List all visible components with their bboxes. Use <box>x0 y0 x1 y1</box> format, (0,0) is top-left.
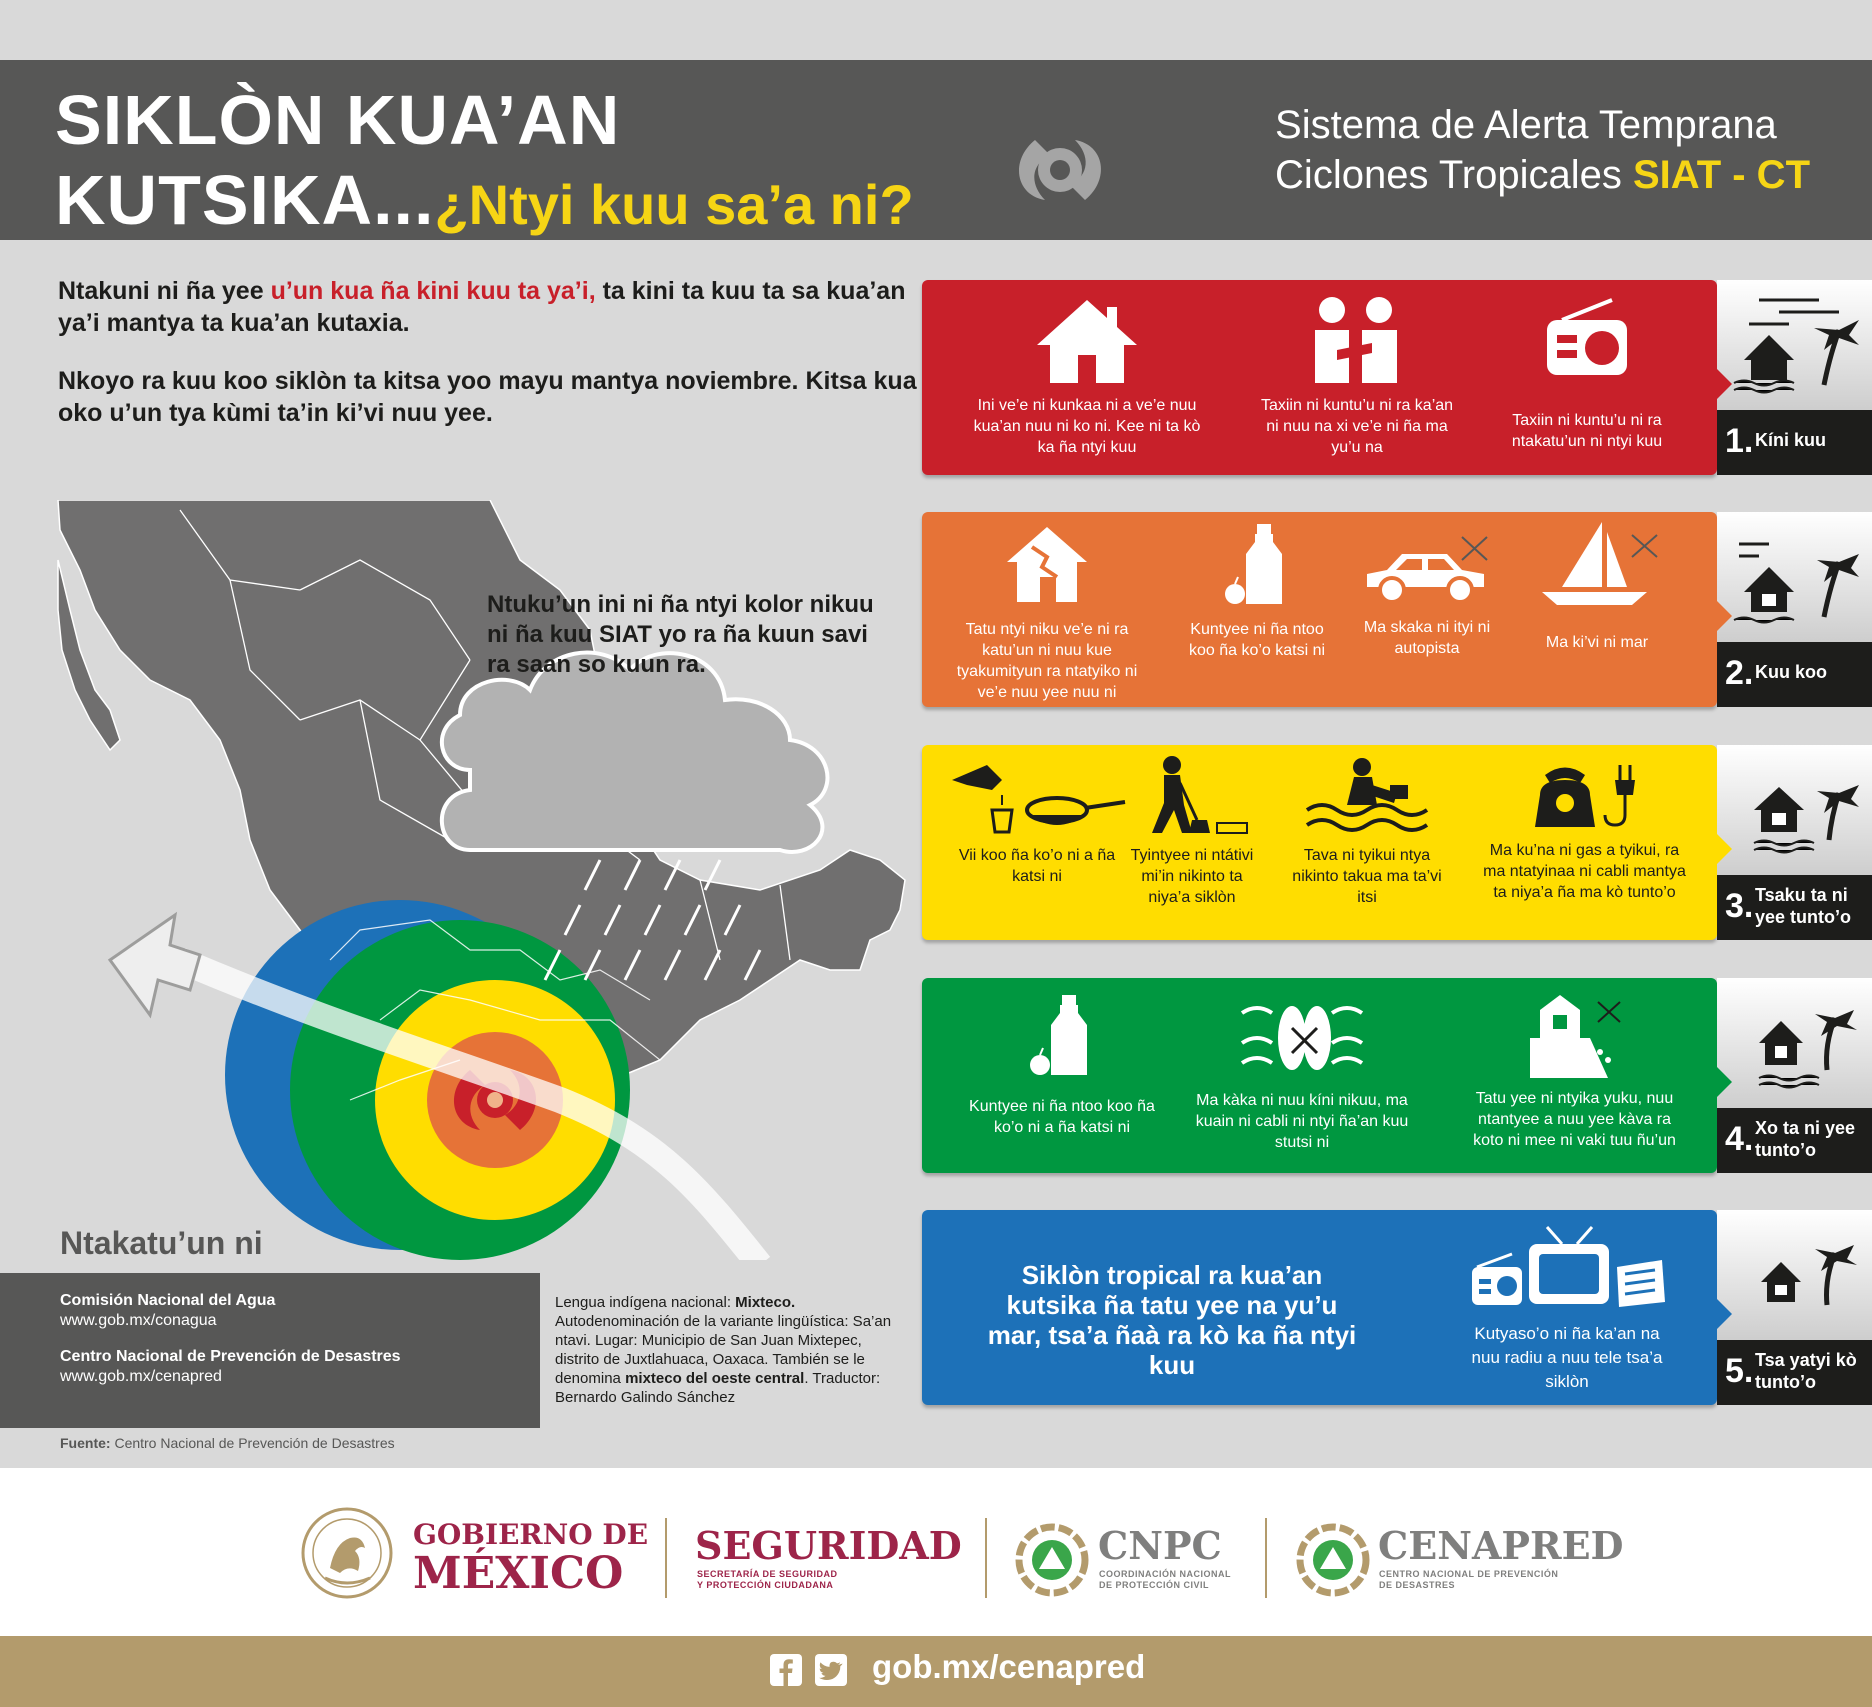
yellow-item-2 <box>1122 755 1262 908</box>
collapsed-house-icon <box>1520 990 1630 1080</box>
red-item-1 <box>967 295 1207 458</box>
alert-panel-blue <box>922 1210 1717 1405</box>
alert-label-2: Kuu koo <box>1755 662 1827 682</box>
intro-p1-highlight: u’un kua ña kini kuu ta ya’i, <box>270 277 596 305</box>
source-url-1[interactable]: www.gob.mx/conagua <box>60 1312 217 1329</box>
green-item-3 <box>1467 990 1682 1151</box>
seguridad-sub1: SECRETARÍA DE SEGURIDAD <box>697 1569 838 1579</box>
storm-house-icon <box>1729 290 1861 395</box>
windy-house-icon <box>1729 522 1861 627</box>
orange-item-4 <box>1522 517 1672 653</box>
orange-item-4-text: Ma ki’vi ni mar <box>1545 634 1649 651</box>
radio-tv-newspaper-icon <box>1467 1222 1667 1312</box>
cnpc-logo-icon <box>1015 1523 1090 1598</box>
alert-number-5: 5. <box>1725 1352 1754 1390</box>
title-line1: SIKLÒN KUA’AN <box>55 81 621 159</box>
boil-water-icon <box>947 760 1127 835</box>
yellow-item-3-text: Tava ni tyikui ntya nikinto takua ma ta’vi itsi <box>1292 847 1442 906</box>
cenapred-title: CENAPRED <box>1378 1523 1624 1568</box>
intro-p1-after: ta kini ta kuu ta sa kua’an ya’i mantya ta kua’an kutaxia. <box>58 277 906 337</box>
bottom-bar <box>0 1636 1872 1707</box>
alert-number-1: 1. <box>1725 422 1754 460</box>
radio-icon <box>1542 295 1632 385</box>
footer-logos <box>0 1468 1872 1636</box>
yellow-item-4-text: Ma ku’na ni gas a tyikui, ra ma ntatyinaa ni cabli mantya ta niya’a ña ma kò tunto’o <box>1483 842 1686 901</box>
footer-url[interactable]: gob.mx/cenapred <box>872 1648 1146 1685</box>
orange-item-1-text: Tatu ntyi niku ve’e ni ra katu’un ni nuu kue tyakumityun ra ntatyiko ni ve’e nuu yee nuu ni <box>956 621 1138 701</box>
house-icon <box>1032 295 1142 385</box>
source-org-2: Centro Nacional de Prevención de Desastres <box>60 1348 401 1365</box>
orange-item-3-text: Ma skaka ni ityi ni autopista <box>1363 619 1491 657</box>
green-item-3-text: Tatu yee ni ntyika yuku, nuu ntantyee a nuu yee kàva ra koto ni mee ni vaki tuu ñu’un <box>1473 1090 1676 1149</box>
cenapred-logo-icon <box>1296 1523 1371 1598</box>
orange-item-2 <box>1182 522 1332 661</box>
lang-note-t1: Lengua indígena nacional: <box>555 1294 736 1311</box>
alert-tab-2 <box>1717 512 1872 707</box>
source-org-1: Comisión Nacional del Agua <box>60 1292 276 1309</box>
orange-item-3 <box>1352 532 1502 659</box>
red-item-2 <box>1257 295 1457 458</box>
cenapred-sub1: CENTRO NACIONAL DE PREVENCIÓN <box>1379 1569 1559 1579</box>
green-item-1-text: Kuntyee ni ña ntoo koo ña ko’o ni a ña katsi ni <box>969 1098 1155 1136</box>
alert-tab-4 <box>1717 978 1872 1173</box>
siat-title <box>1275 100 1810 200</box>
red-item-3-text: Taxiin ni kuntu’u ni ra ntakatu’un ni ntyi kuu <box>1511 412 1663 450</box>
intro-text <box>58 275 918 455</box>
siat-line2-text: Ciclones Tropicales <box>1275 153 1633 197</box>
siat-line2 <box>1275 150 1810 200</box>
sources-title: Ntakatu’un ni <box>60 1225 263 1261</box>
sailboat-icon <box>1532 517 1662 612</box>
footer-divider-3 <box>1265 1518 1267 1598</box>
orange-item-2-text: Kuntyee ni ña ntoo koo ña ko’o katsi ni <box>1188 621 1326 659</box>
seguridad-subtitle <box>697 1569 838 1591</box>
yellow-item-3 <box>1292 755 1442 908</box>
yellow-item-1 <box>942 760 1132 887</box>
cloud-shape <box>442 653 828 852</box>
safe-house-palm-icon <box>1729 1220 1861 1325</box>
water-bottle-icon <box>1027 993 1097 1078</box>
cloud-message: Ntuku’un ini ni ña ntyi kolor nikuu ni ña kuu SIAT yo ra ña kuun savi ra saan so kuun ra. <box>487 591 874 678</box>
alert-number-3: 3. <box>1725 887 1754 925</box>
language-note <box>555 1293 895 1407</box>
alert-tab-5 <box>1717 1210 1872 1405</box>
yellow-item-1-text: Vii koo ña ko’o ni a ña katsi ni <box>958 847 1116 885</box>
damaged-house-icon <box>1002 522 1092 607</box>
lang-note-t2: Autodenominación de la variante lingüística: Sa’an ntavi. Lugar: Municipio de San Juan Mixtepec, distrito de Juxtlahuaca, Oaxaca. También se le denomina <box>555 1313 892 1387</box>
alert-number-4: 4. <box>1725 1120 1754 1158</box>
fuente-label: Fuente: <box>60 1435 111 1451</box>
siat-acronym: SIAT - CT <box>1632 153 1810 197</box>
gas-plug-icon <box>1525 755 1645 830</box>
alert-label-1: Kíni kuu <box>1755 430 1826 450</box>
alert-panel-red <box>922 280 1717 475</box>
alert-tab-3 <box>1717 745 1872 940</box>
source-url-2[interactable]: www.gob.mx/cenapred <box>60 1368 222 1385</box>
house-palm-icon <box>1729 988 1861 1093</box>
blue-main-text: Siklòn tropical ra kua’an kutsika ña tatu yee na yu’u mar, tsa’a ñaà ra kò ka ña ntyi kuu <box>987 1260 1357 1380</box>
blue-item-media <box>1462 1222 1672 1394</box>
intro-paragraph-2: Nkoyo ra kuu koo siklòn ta kitsa yoo mayu mantya noviembre. Kitsa kua oko u’un tya kùmi ta’in ki’vi nuu yee. <box>58 367 917 427</box>
cnpc-title: CNPC <box>1098 1523 1222 1568</box>
alert-number-2: 2. <box>1725 654 1754 692</box>
intro-p1-before: Ntakuni ni ña yee <box>58 277 271 305</box>
title-line2-text: KUTSIKA... <box>55 161 435 239</box>
storm-track-arrowhead <box>110 915 200 1015</box>
alert-label-5: Tsa yatyi kò tunto’o <box>1755 1350 1857 1392</box>
cenapred-sub2: DE DESASTRES <box>1379 1580 1456 1590</box>
cnpc-sub1: COORDINACIÓN NACIONAL <box>1099 1569 1231 1579</box>
flooded-footprints-icon <box>1237 993 1367 1078</box>
fuente-credit <box>60 1435 395 1451</box>
cenapred-subtitle <box>1379 1569 1558 1591</box>
flood-person-icon <box>1302 755 1432 835</box>
lang-note-b2: mixteco del oeste central <box>625 1370 805 1387</box>
yellow-item-2-text: Tyintyee ni ntátivi mi’in nikinto ta niya’a siklòn <box>1130 847 1254 906</box>
alert-panel-orange <box>922 512 1717 707</box>
alert-label-4: Xo ta ni yee tunto’o <box>1755 1118 1856 1160</box>
footer-divider-2 <box>985 1518 987 1598</box>
blue-media-text: Kutyaso’o ni ña ka’an na nuu radiu a nuu tele tsa’a siklòn <box>1471 1324 1663 1391</box>
sources-box <box>0 1273 540 1428</box>
intro-paragraph-1 <box>58 275 918 339</box>
green-item-2 <box>1192 993 1412 1153</box>
main-content <box>0 240 1872 1468</box>
red-item-2-text: Taxiin ni kuntu’u ni ra ka’an ni nuu na xi ve’e ni ña ma yu’u na <box>1260 397 1454 456</box>
car-icon <box>1362 532 1492 607</box>
gob-line2: MÉXICO <box>413 1548 624 1599</box>
lang-note-t3: . Traductor: Bernardo Galindo Sánchez <box>555 1370 881 1406</box>
alert-label-3: Tsaku ta ni yee tunto’o <box>1755 885 1852 927</box>
facebook-icon[interactable] <box>770 1654 802 1686</box>
twitter-icon[interactable] <box>815 1654 847 1686</box>
people-help-icon <box>1307 295 1407 385</box>
footer-divider-1 <box>665 1518 667 1598</box>
calm-house-icon <box>1729 755 1861 860</box>
cnpc-sub2: DE PROTECCIÓN CIVIL <box>1099 1580 1210 1590</box>
cnpc-subtitle <box>1099 1569 1231 1591</box>
green-item-1 <box>962 993 1162 1138</box>
header <box>0 60 1872 240</box>
alert-tab-1 <box>1717 280 1872 475</box>
title-question: ¿Ntyi kuu sa’a ni? <box>434 173 914 236</box>
seguridad-sub2: Y PROTECCIÓN CIUDADANA <box>697 1580 834 1590</box>
hurricane-logo-icon <box>1005 115 1115 225</box>
green-item-2-text: Ma kàka ni nuu kíni nikuu, ma kuain ni cabli ni ntyi ña’an kuu stutsi ni <box>1195 1092 1409 1151</box>
gob-line1: GOBIERNO DE <box>413 1518 649 1551</box>
red-item-1-text: Ini ve’e ni kunkaa ni a ve’e nuu kua’an nuu ni ko ni. Kee ni ta kò ka ña ntyi kuu <box>973 397 1201 456</box>
water-bottle-icon <box>1222 522 1292 607</box>
mexico-seal-icon <box>300 1503 395 1603</box>
title-line2 <box>55 160 914 245</box>
sweep-icon <box>1132 755 1252 835</box>
orange-item-1 <box>942 522 1152 703</box>
top-strip <box>0 0 1872 60</box>
yellow-item-4 <box>1477 755 1692 903</box>
red-item-3 <box>1497 295 1677 452</box>
alert-panel-yellow <box>922 745 1717 940</box>
seguridad-title: SEGURIDAD <box>695 1523 962 1568</box>
siat-line1: Sistema de Alerta Temprana <box>1275 103 1777 147</box>
fuente-text: Centro Nacional de Prevención de Desastres <box>110 1435 395 1451</box>
lang-note-b1: Mixteco. <box>735 1294 796 1311</box>
alert-panel-green <box>922 978 1717 1173</box>
